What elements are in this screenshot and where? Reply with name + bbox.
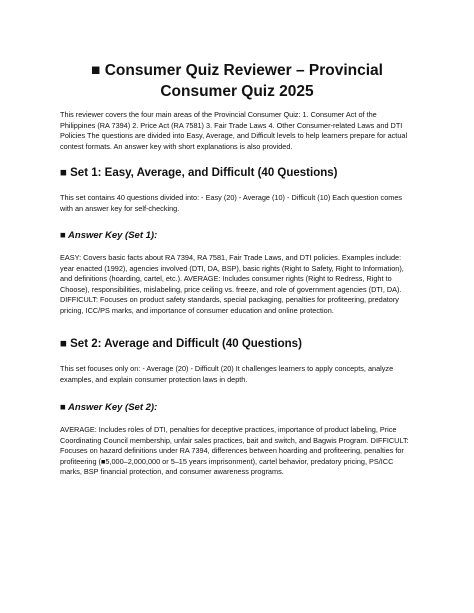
set2-answer-text: AVERAGE: Includes roles of DTI, penalties for deceptive practices, importance of product labeling, Price Coordinating Council membership, unfair sales practices, bait and switch, and Bagwis Program. DIFFICULT: Focuses on hazard definitions under RA 7394, differences between hoarding and profiteering, penalties for profiteering (■5,000–2,000,000 or 5–15 years imprisonment), cartel behavior, predatory pricing, PS/ICC marks, BSP financial protection, and consumer awareness programs. (60, 425, 409, 477)
set2-answer-heading: ■ Answer Key (Set 2): (60, 402, 158, 413)
set2-description: This set focuses only on: - Average (20) - Difficult (20) It challenges learners to apply concepts, analyze examples, and explain consumer protection laws in depth. (60, 364, 394, 384)
page-title: ■ Consumer Quiz Reviewer – Provincial Consumer Quiz 2025 (91, 62, 383, 100)
set1-answer-block (60, 253, 414, 317)
set2-answer-heading-block (60, 402, 414, 414)
intro-section (60, 110, 414, 152)
set2-answer-block (60, 425, 414, 478)
set1-description-block (60, 193, 414, 214)
intro-paragraph: This reviewer covers the four main areas of the Provincial Consumer Quiz: 1. Consumer Act of the Philippines (RA 7394) 2. Price Act (RA 7581) 3. Fair Trade Laws 4. Other Consumer-related Laws and DTI Policies The questions are divided into Easy, Average, and Difficult levels to help learners prepare for actual contest formats. An answer key with short explanations is also provided. (60, 110, 408, 151)
set1-description: This set contains 40 questions divided into: - Easy (20) - Average (10) - Difficult (10) Each question comes with an answer key for self-checking. (60, 193, 403, 213)
set2-description-block (60, 364, 414, 385)
set1-answer-heading-block (60, 230, 414, 242)
set2-heading: ■ Set 2: Average and Difficult (40 Questions) (60, 338, 302, 350)
set1-heading-block (60, 166, 414, 180)
set2-heading-block (60, 337, 414, 351)
set1-answer-text: EASY: Covers basic facts about RA 7394, RA 7581, Fair Trade Laws, and DTI policies. Examples include: year enacted (1992), agencies involved (DTI, DA, BSP), basic rights (Right to Safety, Right to Information), and definitions (hoarding, cartel, etc.). AVERAGE: Includes consumer rights (Right to Redress, Right to Choose), responsibilities, mislabeling, price ceiling vs. freeze, and role of government agencies (DTI, DA). DIFFICULT: Focuses on product safety standards, special packaging, penalties for profiteering, predatory pricing, ICC/PS marks, and importance of consumer education and online protection. (60, 253, 404, 315)
set1-answer-heading: ■ Answer Key (Set 1): (60, 230, 158, 241)
set1-heading: ■ Set 1: Easy, Average, and Difficult (40 Questions) (60, 167, 338, 179)
